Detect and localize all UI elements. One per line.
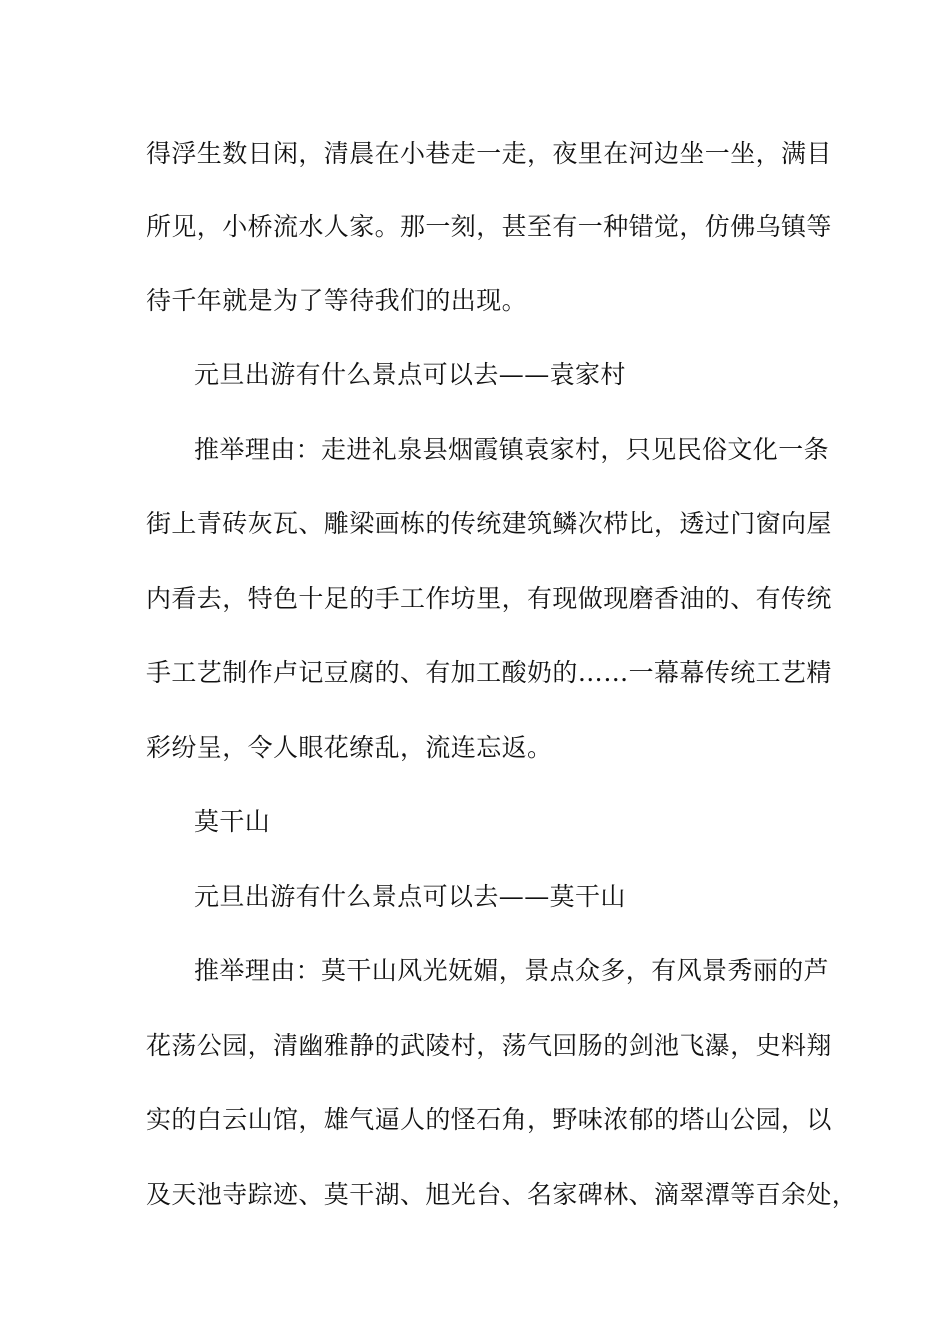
section-heading-moganshan: 元旦出游有什么景点可以去——莫干山 xyxy=(194,882,626,911)
body-text-line: 内看去，特色十足的手工作坊里，有现做现磨香油的、有传统 xyxy=(146,584,832,613)
section-heading-yuanjiacun: 元旦出游有什么景点可以去——袁家村 xyxy=(194,360,626,389)
body-text-line: 得浮生数日闲，清晨在小巷走一走，夜里在河边坐一坐，满目 xyxy=(146,139,832,168)
body-text-line: 街上青砖灰瓦、雕梁画栋的传统建筑鳞次栉比，透过门窗向屋 xyxy=(146,509,832,538)
body-text-line: 实的白云山馆，雄气逼人的怪石角，野味浓郁的塔山公园，以 xyxy=(146,1105,832,1134)
section-title-moganshan: 莫干山 xyxy=(194,807,271,836)
body-text-line: 所见，小桥流水人家。那一刻，甚至有一种错觉，仿佛乌镇等 xyxy=(146,212,832,241)
body-text-line: 花荡公园，清幽雅静的武陵村，荡气回肠的剑池飞瀑，史料翔 xyxy=(146,1031,832,1060)
body-text-line: 推举理由：莫干山风光妩媚，景点众多，有风景秀丽的芦 xyxy=(194,956,830,985)
body-text-line: 待千年就是为了等待我们的出现。 xyxy=(146,286,528,315)
body-text-line: 彩纷呈，令人眼花缭乱，流连忘返。 xyxy=(146,733,553,762)
body-text-line: 手工艺制作卢记豆腐的、有加工酸奶的……一幕幕传统工艺精 xyxy=(146,658,832,687)
body-text-line: 及天池寺踪迹、莫干湖、旭光台、名家碑林、滴翠潭等百余处， xyxy=(146,1180,858,1209)
body-text-line: 推举理由：走进礼泉县烟霞镇袁家村，只见民俗文化一条 xyxy=(194,435,830,464)
